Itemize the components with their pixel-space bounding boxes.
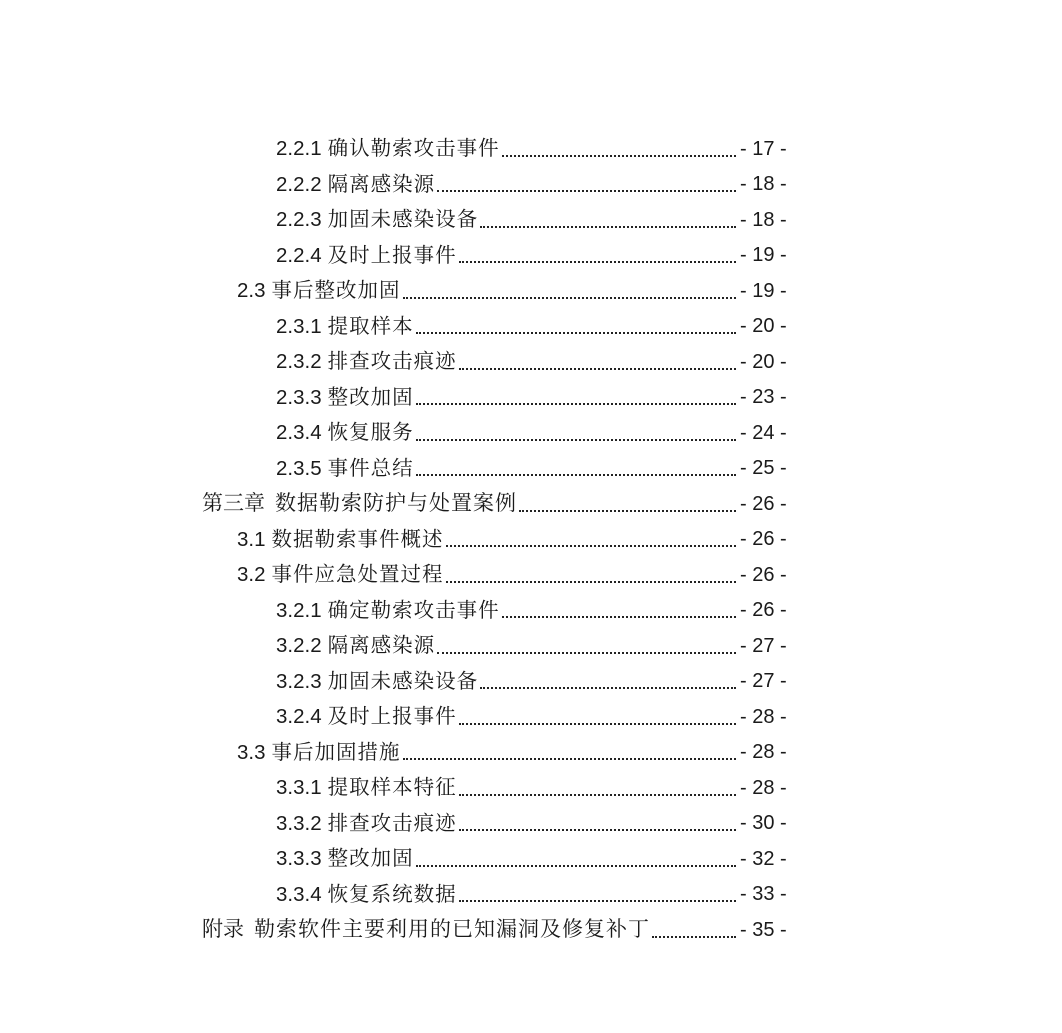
toc-entry-label	[276, 351, 457, 373]
toc-entry-number: 3.3.3	[276, 847, 322, 870]
toc-entry-label	[276, 313, 414, 338]
toc-leader-dots	[459, 829, 736, 831]
toc-entry[interactable]	[0, 699, 900, 735]
toc-entry-number: 2.3.3	[276, 385, 322, 409]
toc-entry-label	[237, 564, 444, 586]
toc-entry-title: 数据勒索防护与处置案例	[275, 492, 517, 516]
toc-entry-number: 3.3	[237, 740, 266, 764]
toc-entry-page-number: - 25 -	[740, 457, 787, 480]
toc-entry-number: 3.2.1	[276, 598, 322, 622]
toc-entry-label	[237, 739, 401, 764]
toc-leader-dots	[416, 865, 736, 867]
toc-entry-page-number: - 26 -	[740, 599, 787, 622]
toc-entry[interactable]	[0, 557, 900, 593]
toc-entry-number: 3.2	[237, 563, 266, 586]
toc-entry[interactable]	[0, 770, 900, 806]
toc-entry[interactable]	[0, 877, 900, 913]
toc-entry-title: 排查攻击痕迹	[327, 349, 457, 373]
toc-entry-title: 事件总结	[327, 455, 414, 480]
toc-entry[interactable]	[0, 806, 900, 842]
toc-entry-page-number: - 20 -	[740, 315, 787, 338]
toc-leader-dots	[480, 687, 736, 689]
toc-entry-title: 提取样本特征	[327, 775, 457, 799]
toc-entry-title: 事件应急处置过程	[271, 562, 444, 586]
toc-entry-page-number: - 17 -	[740, 137, 787, 160]
toc-entry-number: 第三章	[202, 492, 265, 516]
toc-leader-dots	[480, 226, 736, 228]
toc-entry-label	[276, 881, 457, 906]
toc-entry-page-number: - 27 -	[740, 634, 787, 657]
toc-entry-title: 数据勒索事件概述	[271, 526, 444, 551]
toc-entry-number: 2.2.3	[276, 208, 322, 231]
toc-entry[interactable]	[0, 273, 900, 309]
toc-entry-number: 2.3.5	[276, 456, 322, 480]
toc-leader-dots	[416, 403, 736, 405]
toc-entry-title: 整改加固	[327, 846, 414, 870]
toc-entry-page-number: - 28 -	[740, 705, 787, 728]
toc-entry-title: 加固未感染设备	[327, 668, 479, 693]
toc-entry-label	[276, 777, 457, 799]
toc-entry-page-number: - 28 -	[740, 776, 787, 799]
toc-entry[interactable]	[0, 841, 900, 877]
toc-entry-page-number: - 28 -	[740, 741, 787, 764]
toc-entry[interactable]	[0, 664, 900, 700]
toc-entry-label	[202, 919, 650, 940]
toc-entry-label	[276, 242, 457, 267]
toc-entry-page-number: - 26 -	[740, 492, 787, 515]
toc-entry-number: 2.2.1	[276, 137, 322, 160]
toc-leader-dots	[502, 616, 736, 618]
toc-entry-number: 3.3.4	[276, 882, 322, 906]
toc-entry-title: 整改加固	[327, 384, 414, 409]
toc-leader-dots	[652, 936, 736, 938]
toc-leader-dots	[519, 510, 736, 512]
toc-entry-label	[276, 810, 457, 835]
toc-entry[interactable]	[0, 238, 900, 274]
toc-entry[interactable]	[0, 451, 900, 487]
toc-entry-page-number: - 24 -	[740, 421, 787, 444]
toc-entry-label	[276, 848, 414, 870]
toc-entry[interactable]	[0, 415, 900, 451]
toc-entry-label	[276, 171, 436, 196]
toc-entry[interactable]	[0, 202, 900, 238]
toc-leader-dots	[416, 439, 736, 441]
toc-entry-label	[276, 635, 435, 657]
toc-entry[interactable]	[0, 912, 900, 948]
toc-entry[interactable]	[0, 167, 900, 203]
toc-entry-label	[276, 422, 414, 444]
toc-entry[interactable]	[0, 593, 900, 629]
toc-entry-title: 加固未感染设备	[327, 207, 479, 231]
toc-entry[interactable]	[0, 380, 900, 416]
toc-entry-page-number: - 20 -	[740, 350, 787, 373]
toc-list	[0, 131, 900, 948]
toc-entry-number: 3.3.1	[276, 776, 322, 799]
toc-leader-dots	[416, 332, 736, 334]
toc-entry[interactable]	[0, 131, 900, 167]
toc-entry-title: 事后整改加固	[271, 278, 401, 302]
toc-entry[interactable]	[0, 486, 900, 522]
toc-entry-title: 提取样本	[327, 313, 414, 338]
toc-leader-dots	[403, 758, 737, 760]
toc-leader-dots	[459, 368, 736, 370]
toc-entry-page-number: - 19 -	[740, 279, 787, 302]
toc-leader-dots	[446, 581, 737, 583]
toc-entry-title: 勒索软件主要利用的已知漏洞及修复补丁	[254, 918, 650, 942]
toc-entry[interactable]	[0, 344, 900, 380]
toc-entry-page-number: - 23 -	[740, 386, 787, 409]
toc-entry-label	[276, 455, 414, 480]
toc-leader-dots	[459, 261, 736, 263]
toc-entry-number: 2.3.1	[276, 314, 322, 338]
toc-entry-number: 3.2.4	[276, 705, 322, 728]
toc-entry-title: 及时上报事件	[327, 242, 457, 267]
toc-entry-number: 3.2.3	[276, 669, 322, 693]
toc-entry-number: 2.3.2	[276, 350, 322, 373]
toc-entry-number: 2.2.4	[276, 243, 322, 267]
toc-entry[interactable]	[0, 628, 900, 664]
toc-entry-title: 恢复服务	[327, 420, 414, 444]
toc-entry-page-number: - 18 -	[740, 208, 787, 231]
toc-entry-label	[237, 280, 401, 302]
toc-entry-label	[202, 493, 517, 514]
toc-entry-page-number: - 33 -	[740, 883, 787, 906]
toc-entry-title: 隔离感染源	[327, 633, 436, 657]
toc-entry-label	[276, 597, 500, 622]
toc-entry-label	[237, 526, 444, 551]
toc-entry-label	[276, 706, 457, 728]
toc-entry-title: 事后加固措施	[271, 739, 401, 764]
toc-entry[interactable]	[0, 522, 900, 558]
toc-entry-label	[276, 209, 478, 231]
toc-leader-dots	[459, 900, 736, 902]
toc-entry-title: 排查攻击痕迹	[327, 810, 457, 835]
toc-leader-dots	[437, 190, 736, 192]
toc-entry-title: 隔离感染源	[327, 171, 436, 196]
toc-entry-title: 确定勒索攻击事件	[327, 597, 500, 622]
toc-entry-number: 3.2.2	[276, 634, 322, 657]
toc-entry-page-number: - 18 -	[740, 173, 787, 196]
toc-entry-page-number: - 27 -	[740, 670, 787, 693]
toc-entry-title: 确认勒索攻击事件	[327, 136, 500, 160]
toc-entry-number: 2.3	[237, 279, 266, 302]
toc-entry-title: 及时上报事件	[327, 704, 457, 728]
toc-leader-dots	[459, 723, 736, 725]
toc-entry[interactable]	[0, 309, 900, 345]
toc-leader-dots	[403, 297, 737, 299]
toc-entry-page-number: - 32 -	[740, 847, 787, 870]
toc-leader-dots	[416, 474, 736, 476]
toc-leader-dots	[502, 155, 736, 157]
toc-entry-page-number: - 19 -	[740, 244, 787, 267]
toc-leader-dots	[446, 545, 737, 547]
toc-entry-page-number: - 35 -	[740, 918, 787, 941]
toc-entry-number: 2.2.2	[276, 172, 322, 196]
toc-leader-dots	[459, 794, 736, 796]
toc-entry-page-number: - 30 -	[740, 812, 787, 835]
toc-entry-label	[276, 668, 479, 693]
toc-entry-number: 3.1	[237, 527, 266, 551]
toc-entry-number: 3.3.2	[276, 811, 322, 835]
toc-entry-page-number: - 26 -	[740, 528, 787, 551]
toc-entry-label	[276, 384, 414, 409]
toc-entry-number: 2.3.4	[276, 421, 322, 444]
toc-entry-title: 恢复系统数据	[327, 881, 457, 906]
toc-entry-label	[276, 138, 500, 160]
toc-entry[interactable]	[0, 735, 900, 771]
toc-leader-dots	[437, 652, 736, 654]
toc-entry-number: 附录	[202, 918, 244, 942]
toc-entry-page-number: - 26 -	[740, 563, 787, 586]
